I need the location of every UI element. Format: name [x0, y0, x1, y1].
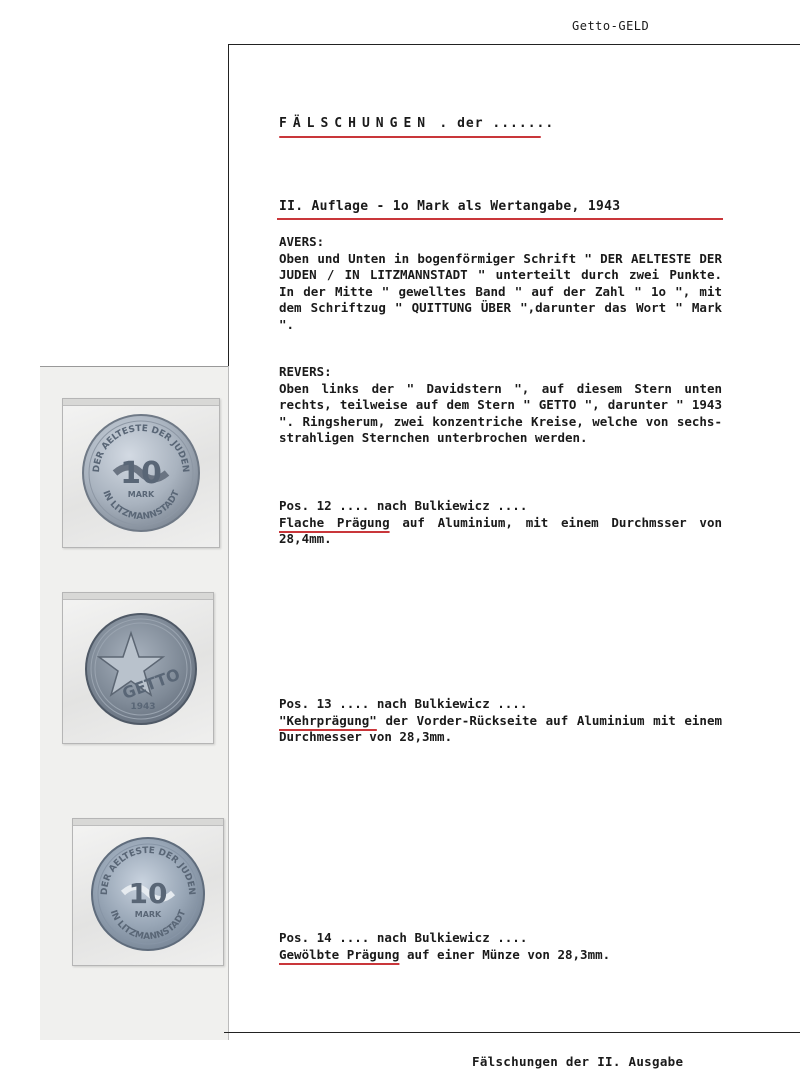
coin-legend-top: DER AELTESTE DER JUDEN — [99, 845, 197, 896]
revers-label: REVERS: — [279, 364, 332, 379]
position-emphasis: Gewölbte Prägung — [279, 946, 400, 962]
sleeve-fold — [63, 399, 219, 406]
page-bottom-border — [224, 1032, 800, 1033]
avers-label: AVERS: — [279, 234, 325, 249]
page-footer-label: Fälschungen der II. Ausgabe — [472, 1054, 684, 1069]
coin-legend-top: DER AELTESTE DER JUDEN — [91, 423, 191, 473]
position-heading: Pos. 14 .... nach Bulkiewicz .... — [279, 930, 528, 945]
position-13 — [279, 696, 722, 746]
revers-section — [279, 364, 722, 447]
coin-denomination: MARK — [127, 490, 155, 499]
coin-value: 10 — [128, 877, 168, 910]
page-left-border — [228, 44, 229, 366]
section-title — [279, 116, 554, 131]
coin-sleeve — [72, 818, 224, 966]
position-emphasis: "Kehrprägung" — [279, 712, 377, 728]
sleeve-fold — [73, 819, 223, 826]
revers-text: Oben links der " Davidstern ", auf diesem Stern unten rechts, teilweise auf dem Stern " GETTO ", darunter " 1943 ". Ringsherum, zwei konzentriche Kreise, welche von sechs-strahligen Sternchen unterbrochen werden. — [279, 380, 722, 445]
page-header-label: Getto-GELD — [572, 19, 650, 33]
coin-sleeve — [62, 398, 220, 548]
avers-section — [279, 234, 722, 333]
position-description — [279, 947, 722, 964]
sleeve-fold — [63, 593, 213, 600]
position-heading: Pos. 12 .... nach Bulkiewicz .... — [279, 498, 528, 513]
position-detail: der Vorder-Rückseite auf Aluminium mit einem Durchmesser von 28,3mm. — [279, 712, 722, 744]
coin-obverse-domed-icon — [89, 835, 207, 953]
strip-edge — [40, 366, 228, 367]
avers-text: Oben und Unten in bogenförmiger Schrift " DER AELTESTE DER JUDEN / IN LITZMANNSTADT " unterteilt durch zwei Punkte. In der Mitte " gewelltes Band " auf der Zahl " 1o ", mit dem Schriftzug " QUITTUNG ÜBER ",darunter das Wort " Mark ". — [279, 250, 722, 332]
position-emphasis: Flache Prägung — [279, 514, 390, 530]
title-underline — [279, 136, 541, 138]
position-heading: Pos. 13 .... nach Bulkiewicz .... — [279, 696, 528, 711]
coin-reverse-icon — [83, 611, 199, 727]
position-detail: auf einer Münze von 28,3mm. — [399, 946, 611, 962]
coin-denomination: MARK — [134, 910, 162, 919]
coin-obverse-icon — [79, 411, 203, 535]
edition-underline — [277, 218, 723, 220]
coin-legend-bottom: IN LITZMANNSTADT — [100, 489, 182, 523]
title-suffix: . der ....... — [439, 116, 555, 131]
position-14 — [279, 930, 722, 963]
coin-legend-bottom: IN LITZMANNSTADT — [107, 908, 189, 943]
position-detail: auf Aluminium, mit einem Durchmsser von 28,4mm. — [279, 514, 722, 546]
edition-heading: II. Auflage - 1o Mark als Wertangabe, 1943 — [279, 199, 621, 214]
page-top-border — [228, 44, 800, 45]
position-description — [279, 515, 722, 548]
coin-value: 10 — [120, 456, 162, 491]
coin-sleeve — [62, 592, 214, 744]
position-description — [279, 713, 722, 746]
position-12 — [279, 498, 722, 548]
coin-year: 1943 — [130, 702, 156, 712]
coin-star-text: GETTO — [119, 664, 183, 703]
title-main: FÄLSCHUNGEN — [279, 116, 432, 131]
